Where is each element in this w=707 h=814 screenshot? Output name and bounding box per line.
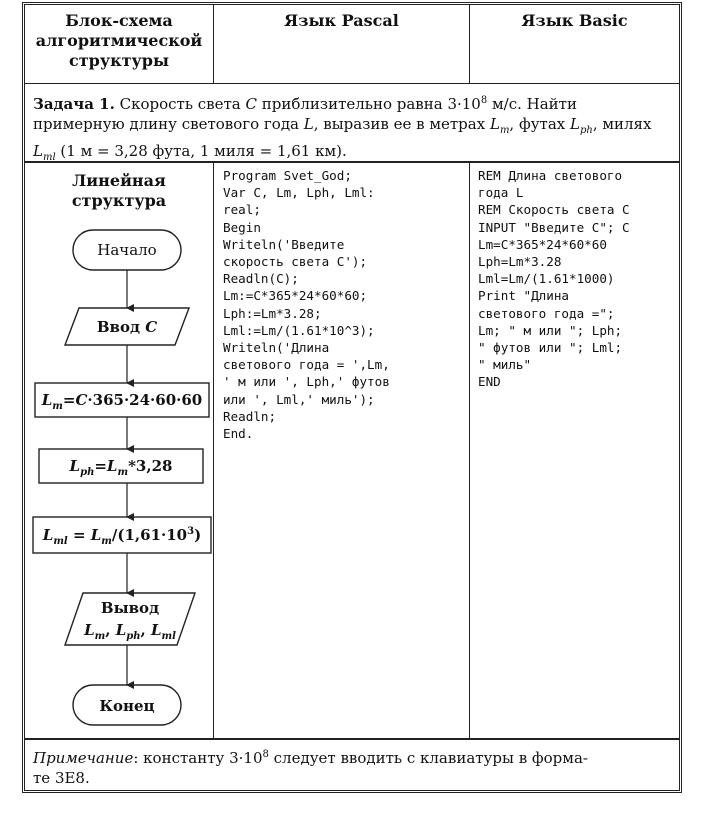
flowchart-title-line: структура bbox=[71, 191, 167, 210]
code-line: Readln; bbox=[223, 408, 277, 424]
code-line: скорость света C'); bbox=[223, 254, 368, 270]
note-text: : константу 3·10 bbox=[133, 749, 263, 767]
header-line: Блок-схема bbox=[65, 11, 173, 30]
code-line: " миль" bbox=[478, 357, 532, 373]
task-text-segment: m bbox=[499, 125, 510, 136]
column-divider bbox=[469, 163, 470, 738]
process-label-feet: $L_{ph}=L_m*3,28$ bbox=[69, 457, 173, 478]
task-text-segment: C bbox=[245, 95, 257, 113]
code-line: REM Длина светового bbox=[478, 168, 623, 183]
note-label: Примечание bbox=[33, 749, 134, 767]
process-label-miles: $L_{ml} = L_m/(1,61\cdot 10^3)$ bbox=[42, 526, 202, 547]
task-text-segment: L bbox=[303, 115, 314, 133]
header-line: структуры bbox=[68, 51, 170, 70]
task-text-segment: приблизительно равна 3·10 bbox=[256, 95, 481, 113]
task-label: Задача 1. bbox=[33, 95, 115, 113]
output-variables: $L_m$, $L_{ph}$, $L_{ml}$ bbox=[84, 621, 176, 642]
code-line: или ', Lml,' миль'); bbox=[223, 391, 375, 407]
code-line: Lml=Lm/(1.61*1000) bbox=[478, 271, 615, 287]
basic-code bbox=[478, 167, 630, 391]
header-basic: Язык Basic bbox=[521, 11, 628, 30]
task-text-segment: L bbox=[33, 142, 43, 160]
note-text: те 3E8. bbox=[33, 769, 90, 787]
output-label: Вывод bbox=[100, 599, 160, 617]
code-line: Lm:=C*365*24*60*60; bbox=[223, 288, 368, 304]
column-divider bbox=[213, 163, 214, 738]
header-line: алгоритмической bbox=[35, 31, 203, 50]
task-text-segment: , милях bbox=[592, 115, 652, 133]
code-line: REM Скорость света C bbox=[478, 202, 630, 218]
code-line: Lml:=Lm/(1.61*10^3); bbox=[223, 322, 375, 338]
task-text-segment: 8 bbox=[480, 95, 488, 106]
code-line: Writeln('Введите bbox=[223, 236, 345, 252]
code-line: Lm; " м или "; Lph; bbox=[478, 322, 623, 338]
flowchart-title-line: Линейная bbox=[72, 171, 166, 190]
code-line: Readln(C); bbox=[223, 271, 299, 287]
process-label-meters: $L_m=C\cdot 365\cdot 24\cdot 60\cdot 60$ bbox=[41, 391, 203, 412]
code-line: Begin bbox=[223, 219, 261, 235]
task-text-segment: (1 м = 3,28 фута, 1 миля = 1,61 км). bbox=[55, 142, 347, 160]
note bbox=[33, 745, 673, 788]
task-text-segment: Скорость света bbox=[114, 95, 246, 113]
code-line: END bbox=[478, 374, 501, 390]
task-text-segment: L bbox=[489, 115, 500, 133]
code-line: светового года ="; bbox=[478, 305, 615, 321]
code-line: Program Svet_God; bbox=[223, 168, 352, 183]
code-line: " футов или "; Lml; bbox=[478, 340, 623, 356]
code-line: ' м или ', Lph,' футов bbox=[223, 374, 390, 390]
header-pascal: Язык Pascal bbox=[284, 11, 399, 30]
task-text-segment: ml bbox=[42, 152, 56, 163]
code-line: real; bbox=[223, 202, 261, 218]
flowchart bbox=[25, 5, 213, 738]
code-line: Lph:=Lm*3.28; bbox=[223, 305, 322, 321]
pascal-code bbox=[223, 167, 390, 442]
algorithm-table bbox=[22, 2, 682, 793]
task-text-segment: L bbox=[570, 115, 580, 133]
code-line: светового года = ',Lm, bbox=[223, 357, 390, 373]
code-line: Var C, Lm, Lph, Lml: bbox=[223, 185, 375, 201]
code-line: Lm=C*365*24*60*60 bbox=[478, 236, 607, 252]
task-text-segment: , футах bbox=[509, 115, 570, 133]
note-exponent: 8 bbox=[262, 749, 269, 760]
note-text: следует вводить с клавиатуры в форма- bbox=[268, 749, 588, 767]
code-line: End. bbox=[223, 426, 254, 442]
task-text-segment: ph bbox=[579, 125, 593, 136]
input-label: Ввод C bbox=[96, 318, 158, 336]
code-line: INPUT "Введите C"; C bbox=[478, 219, 630, 235]
code-line: Print "Длина bbox=[478, 288, 569, 304]
code-line: Lph=Lm*3.28 bbox=[478, 254, 562, 270]
code-line: Writeln('Длина bbox=[223, 340, 330, 356]
note-divider bbox=[25, 738, 679, 740]
end-label: Конец bbox=[99, 697, 155, 715]
start-label: Начало bbox=[97, 241, 157, 259]
task-text-segment: м/с. Найти примерную длину светового года bbox=[33, 95, 577, 133]
code-line: года L bbox=[478, 185, 524, 201]
task-text-segment: , выразив ее в метрах bbox=[313, 115, 490, 133]
